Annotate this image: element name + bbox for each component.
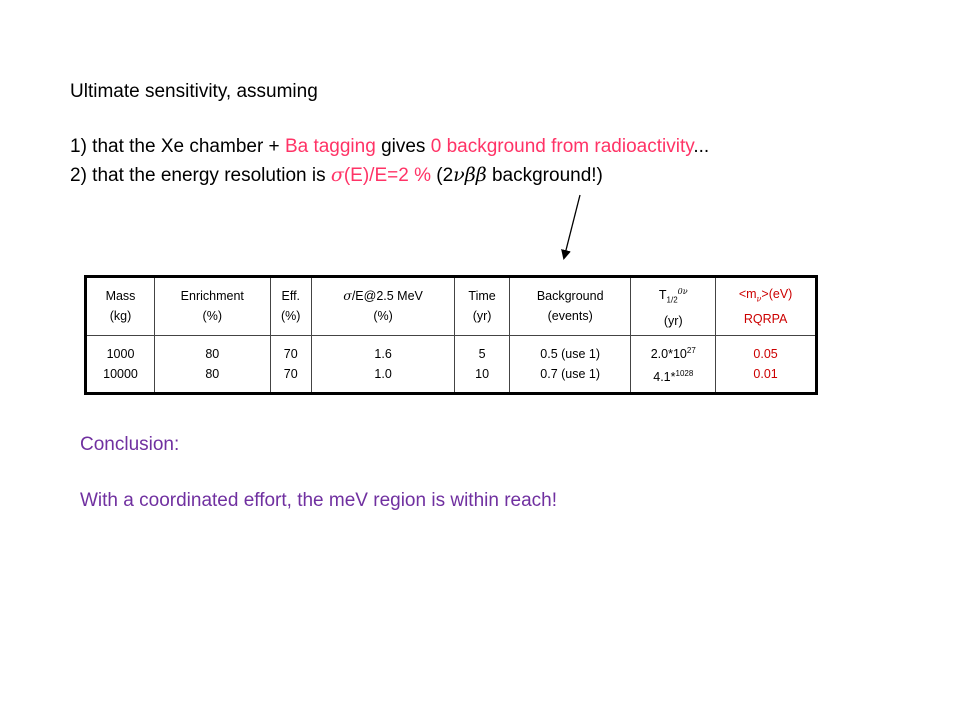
header-mnu-open: <m — [738, 286, 757, 301]
header-neutrino-mass — [716, 277, 817, 336]
eff-2: 70 — [283, 366, 298, 381]
intro-line1: Ultimate sensitivity, assuming — [70, 81, 318, 102]
time-1: 5 — [478, 346, 486, 361]
sigma-1: 1.6 — [374, 346, 392, 361]
mnu-2: 0.01 — [753, 366, 778, 381]
assumption-1-mid: gives — [375, 136, 431, 157]
cell-mass — [86, 335, 155, 393]
half-life-2-base: 4.1* — [653, 369, 676, 384]
background-2: 0.7 (use 1) — [540, 366, 601, 381]
header-background — [509, 277, 630, 336]
cell-sigma — [311, 335, 454, 393]
zero-background-text: 0 background from radioactivity — [430, 136, 694, 157]
header-time — [455, 277, 510, 336]
header-sigma-label: /E@2.5 MeV — [351, 289, 423, 304]
header-half-life-sup: 0ν — [677, 287, 688, 296]
sigma-2: 1.0 — [374, 366, 392, 381]
header-time-label: Time — [468, 289, 496, 304]
cell-eff — [270, 335, 311, 393]
enrichment-1: 80 — [205, 346, 220, 361]
half-life-1-base: 2.0*10 — [650, 346, 687, 361]
cell-time — [455, 335, 510, 393]
header-half-life — [631, 277, 716, 336]
table-data-row — [86, 335, 817, 393]
header-eff — [270, 277, 311, 336]
header-eff-unit: (%) — [281, 309, 301, 324]
time-2: 10 — [475, 366, 490, 381]
cell-enrichment — [155, 335, 271, 393]
assumption-2-paren: (2 — [430, 165, 454, 186]
conclusion-text: With a coordinated effort, the meV region is within reach! — [80, 490, 558, 511]
header-mnu-sub: ν — [756, 294, 762, 304]
assumption-1-ellipsis: ... — [693, 136, 710, 157]
header-background-label: Background — [536, 289, 604, 304]
enrichment-2: 80 — [205, 366, 220, 381]
header-mass-label: Mass — [105, 289, 136, 304]
background-1: 0.5 (use 1) — [540, 346, 601, 361]
cell-background — [509, 335, 630, 393]
sigma-symbol: σ — [330, 164, 344, 186]
header-mass-unit: (kg) — [109, 309, 132, 324]
header-mnu-close: >(eV) — [761, 286, 793, 301]
half-life-1-exp: 27 — [686, 345, 696, 355]
header-sigma-unit: (%) — [373, 309, 393, 324]
mnu-1: 0.05 — [753, 346, 778, 361]
header-background-unit: (events) — [547, 309, 593, 324]
table-header-row — [86, 277, 817, 336]
header-eff-label: Eff. — [281, 289, 301, 304]
header-half-life-sub: 1/2 — [666, 295, 678, 305]
eff-1: 70 — [283, 346, 298, 361]
header-enrichment-label: Enrichment — [180, 289, 244, 304]
cell-neutrino-mass — [716, 335, 817, 393]
header-sigma-symbol: σ — [343, 288, 352, 304]
sensitivity-table — [84, 275, 818, 395]
mass-2: 10000 — [103, 366, 138, 381]
header-enrichment — [155, 277, 271, 336]
conclusion-title: Conclusion: — [80, 434, 180, 455]
header-half-life-unit: (yr) — [663, 313, 683, 328]
header-mnu-model: RQRPA — [743, 312, 788, 327]
mass-1: 1000 — [106, 346, 135, 361]
assumption-1-prefix: 1) that the Xe chamber + — [70, 136, 285, 157]
header-time-unit: (yr) — [472, 309, 492, 324]
header-mass — [86, 277, 155, 336]
header-enrichment-unit: (%) — [202, 309, 222, 324]
header-half-life-T: T — [658, 288, 667, 303]
header-sigma — [311, 277, 454, 336]
energy-resolution-text: (E)/E=2 % — [343, 165, 431, 186]
cell-half-life — [631, 335, 716, 393]
double-beta-symbol: νββ — [453, 164, 487, 186]
assumption-2-prefix: 2) that the energy resolution is — [70, 165, 331, 186]
assumption-2-end: background!) — [486, 165, 603, 186]
ba-tagging-text: Ba tagging — [284, 136, 376, 157]
half-life-2-exp: 1028 — [675, 368, 694, 378]
